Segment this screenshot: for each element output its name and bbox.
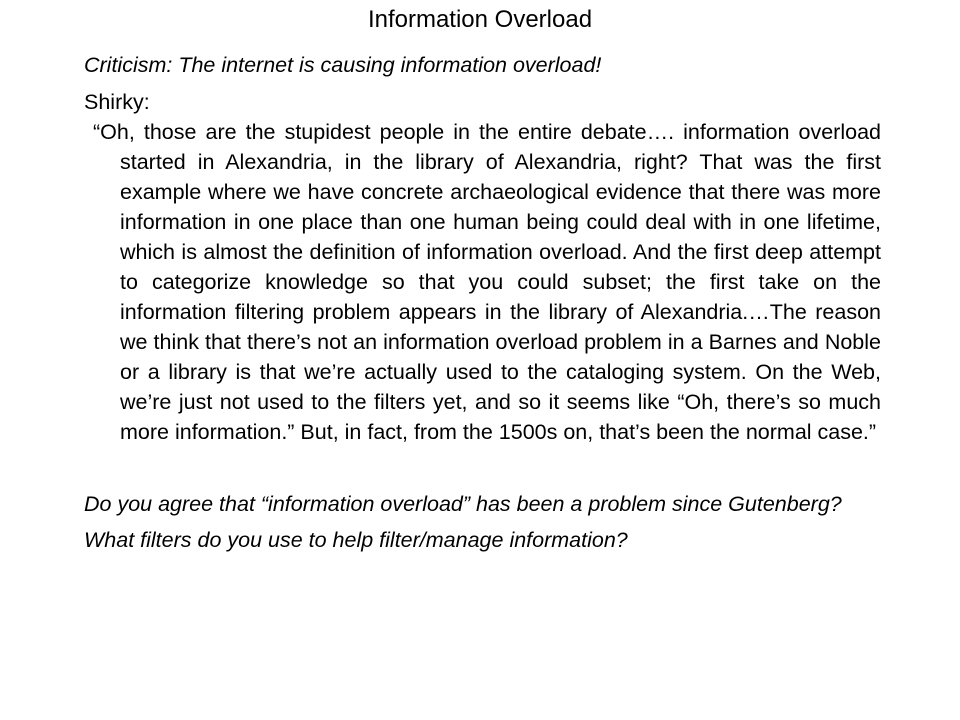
slide-title: Information Overload (367, 6, 593, 33)
question-filters: What filters do you use to help filter/manage information? (84, 528, 628, 552)
slide-body (84, 50, 881, 555)
speaker-label: Shirky: (84, 90, 150, 114)
shirky-quote: “Oh, those are the stupidest people in the entire debate…. information overload started in Alexandria, in the library of Alexandria, right? That was the first example where we have concrete archaeological evidence that there was more information in one place than one human being could deal with in one lifetime, which is almost the definition of information overload. And the first deep attempt to categorize knowledge so that you could subset; the first take on the information filtering problem appears in the library of Alexandria.…The reason we think that there’s not an information overload problem in a Barnes and Noble or a library is that we’re actually used to the cataloging system. On the Web, we’re just not used to the filters yet, and so it seems like “Oh, there’s so much more information.” But, in fact, from the 1500s on, that’s been the normal case.” (93, 120, 881, 444)
question-gutenberg: Do you agree that “information overload” has been a problem since Gutenberg? (84, 492, 842, 516)
criticism-text: Criticism: The internet is causing information overload! (84, 53, 602, 77)
